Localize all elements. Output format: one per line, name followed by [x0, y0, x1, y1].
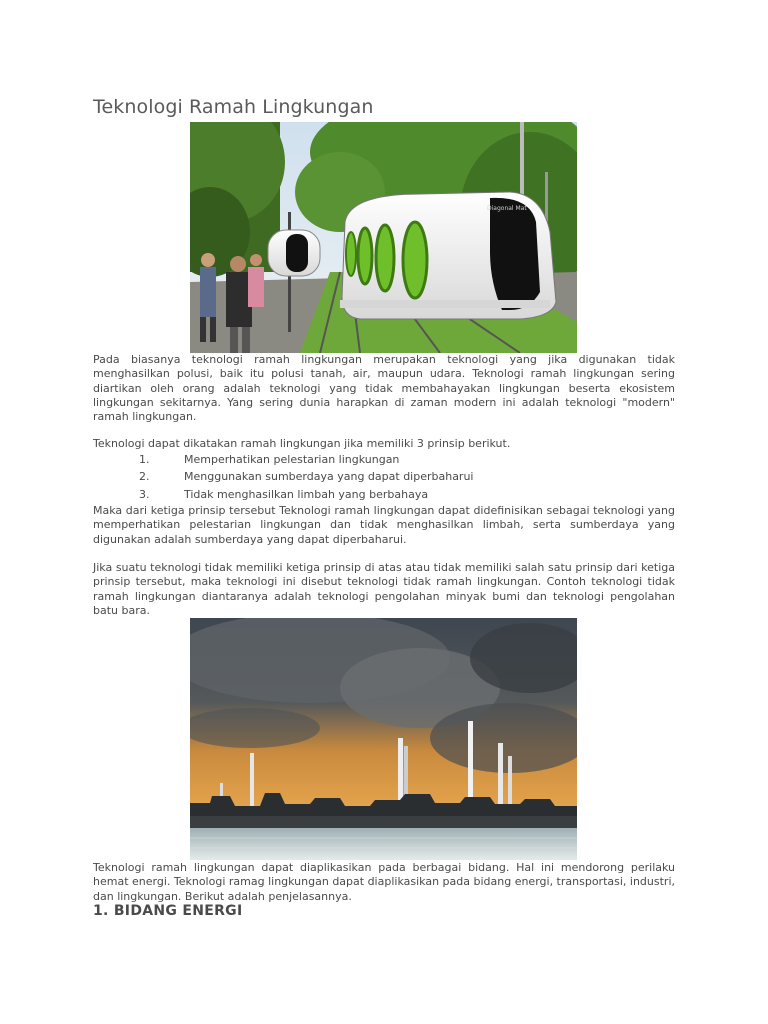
- tram-photo: [190, 122, 577, 353]
- factory-illustration: [190, 618, 577, 860]
- list-item: [93, 486, 675, 503]
- list-item-number: 3.: [139, 487, 150, 501]
- list-item: [93, 468, 675, 485]
- page-title: Teknologi Ramah Lingkungan: [93, 96, 374, 118]
- tram-illustration: [190, 122, 577, 353]
- factory-smoke-photo: [190, 618, 577, 860]
- paragraph-non-eco: Jika suatu teknologi tidak memiliki ketiga prinsip di atas atau tidak memiliki salah satu prinsip dari ketiga prinsip tersebut, maka teknologi ini disebut teknologi tidak ramah lingkungan. Contoh teknologi tidak ramah lingkungan diantaranya adalah teknologi pengolahan minyak bumi dan teknologi pengolahan batu bara.: [93, 561, 675, 617]
- paragraph-intro: Pada biasanya teknologi ramah lingkungan merupakan teknologi yang jika digunakan tidak menghasilkan polusi, baik itu polusi tanah, air, maupun udara. Teknologi ramah lingkungan sering diartikan oleh orang adalah teknologi yang tidak membahayakan lingkungan beserta ekosistem lingkungan sekitarnya. Yang sering dunia harapkan di zaman modern ini adalah teknologi "modern" ramah lingkungan.: [93, 353, 675, 424]
- list-item: [93, 451, 675, 468]
- list-item-number: 2.: [139, 470, 150, 484]
- paragraph-applications: Teknologi ramah lingkungan dapat diaplikasikan pada berbagai bidang. Hal ini mendorong perilaku hemat energi. Teknologi ramag lingkungan dapat diaplikasikan pada bidang energi, transportasi, industri, dan lingkungan. Berikut adalah penjelasannya.: [93, 861, 676, 903]
- section-heading-energy: 1. BIDANG ENERGI: [93, 903, 243, 919]
- list-item-text: Memperhatikan pelestarian lingkungan: [184, 453, 400, 466]
- list-item-text: Tidak menghasilkan limbah yang berbahaya: [184, 487, 429, 501]
- paragraph-principles-intro: Teknologi dapat dikatakan ramah lingkungan jika memiliki 3 prinsip berikut.: [93, 437, 511, 450]
- list-item-number: 1.: [139, 453, 150, 466]
- principles-list: [93, 451, 675, 503]
- tram-sign: Diagonal Mat: [487, 205, 527, 212]
- list-item-text: Menggunakan sumberdaya yang dapat diperbaharui: [184, 470, 474, 484]
- paragraph-definition: Maka dari ketiga prinsip tersebut Teknologi ramah lingkungan dapat didefinisikan sebagai teknologi yang memperhatikan pelestarian lingkungan dan tidak menghasilkan limbah, serta sumberdaya yang digunakan adalah sumberdaya yang dapat diperbaharui.: [93, 504, 675, 546]
